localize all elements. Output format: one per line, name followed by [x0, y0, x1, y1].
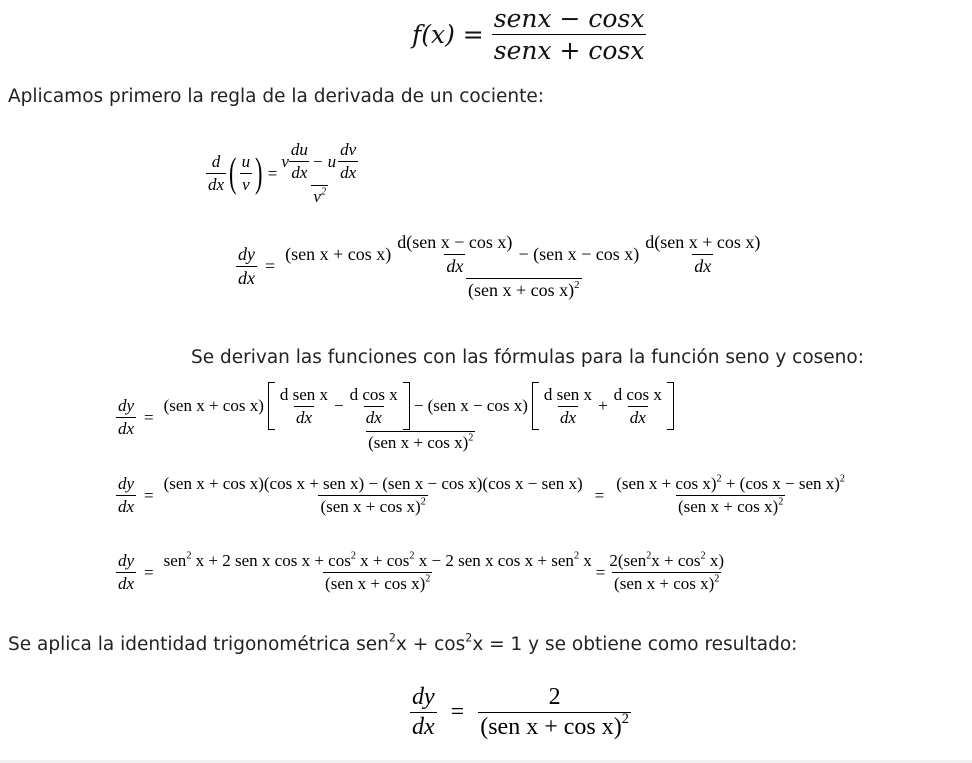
u-v-fraction: [240, 152, 253, 195]
dx-denominator: dx: [238, 268, 255, 288]
step3-den-text: (sen x + cos x): [320, 497, 421, 516]
squared: 2: [186, 550, 192, 562]
d-dx-fraction: [206, 152, 226, 195]
dsen-numerator: d sen x: [279, 384, 329, 404]
num-c: x + cos: [355, 551, 410, 570]
step3-numerator-2: [614, 474, 847, 495]
dy-dx-fraction: [116, 396, 136, 439]
num2-a: 2(sen: [609, 551, 647, 570]
result-den-text: (sen x + cos x): [480, 714, 622, 740]
result-denominator: [478, 712, 631, 741]
d-numerator-1: d(sen x − cos x): [397, 232, 513, 252]
step4-numerator: [162, 551, 594, 572]
num-e: x: [579, 551, 592, 570]
step4-den-text: (sen x + cos x): [325, 574, 426, 593]
title-numerator: senx − cosx: [493, 4, 645, 33]
equals-sign-2: =: [594, 485, 605, 505]
du-numerator: du: [290, 140, 308, 159]
dcos-fraction-2: [612, 385, 664, 428]
d-fraction-1: [395, 232, 514, 277]
paragraph-derive-functions: Se derivan las funciones con las fórmulas para la función seno y coseno:: [191, 347, 864, 368]
step1-denominator: [466, 278, 582, 301]
quotient-result-fraction: [279, 140, 360, 207]
derivative-step-3: [116, 474, 847, 517]
equals-sign: =: [450, 699, 465, 725]
derivative-step-2: [116, 382, 680, 453]
squared-4: 2: [573, 550, 580, 562]
v-denominator: v: [242, 175, 250, 194]
bracket-left-2: [532, 382, 539, 430]
dy-dx-fraction: [116, 474, 136, 517]
equals-sign: =: [267, 163, 278, 183]
dsen-numerator-2: d sen x: [543, 384, 593, 404]
squared-2: 2: [839, 473, 845, 485]
term-a: (sen x + cos x): [163, 396, 264, 415]
title-denominator: senx + cosx: [493, 36, 645, 65]
dy-dx-fraction: [116, 551, 136, 594]
step4-fraction-2: [607, 551, 726, 594]
quotient-rule-formula: [206, 140, 360, 207]
quotient-numerator: [279, 140, 360, 185]
step2-numerator: [162, 382, 680, 431]
squared: 2: [646, 550, 652, 562]
dy-numerator: dy: [118, 396, 135, 415]
squared: 2: [388, 631, 396, 645]
v-factor: v: [281, 151, 289, 171]
dcos-denominator: dx: [365, 407, 382, 427]
squared: 2: [320, 186, 327, 198]
step1-den-text: (sen x + cos x): [467, 280, 575, 300]
d-denominator-1: dx: [446, 256, 464, 276]
result-numerator: 2: [548, 684, 561, 710]
text3-part-b: x + cos: [395, 634, 466, 655]
dx-denominator: dx: [118, 574, 135, 593]
equals-sign: =: [144, 485, 154, 505]
dv-dx-fraction: [338, 140, 358, 183]
dcos-numerator-2: d cos x: [613, 384, 662, 404]
step1-numerator: [283, 232, 764, 278]
term-a: (sen x + cos x): [285, 244, 392, 264]
squared: 2: [621, 711, 629, 728]
title-lhs: f(x) =: [412, 20, 484, 49]
step2-fraction: [162, 382, 680, 453]
dv-numerator: dv: [340, 140, 357, 159]
plus-sign: +: [598, 396, 608, 415]
dv-dx-denominator: dx: [340, 163, 357, 182]
d-fraction-2: [643, 232, 762, 277]
step3-numerator: (sen x + cos x)(cos x + sen x) − (sen x − cos x)(cos x − sen x): [163, 474, 583, 493]
squared-2: 2: [465, 631, 473, 645]
dx-denominator: dx: [118, 419, 135, 438]
dcos-numerator: d cos x: [349, 384, 398, 404]
equals-sign: =: [265, 256, 276, 276]
num2-part-b: + (cos x − sen x): [721, 474, 840, 493]
num2-b: x + cos: [651, 551, 701, 570]
num2-part-a: (sen x + cos x): [616, 474, 717, 493]
term-mid: − (sen x − cos x): [413, 396, 528, 415]
term-minus: − (sen x − cos x): [518, 244, 640, 264]
result-formula: [410, 684, 631, 741]
step3-fraction-2: [614, 474, 847, 517]
dx-denominator: dx: [208, 175, 225, 194]
squared-2: 2: [350, 550, 356, 562]
text3-part-c: x = 1 y se obtiene como resultado:: [472, 634, 798, 655]
derivative-step-4: [116, 551, 726, 594]
bracket-left: [268, 382, 275, 430]
num2-c: x): [705, 551, 725, 570]
step3-denominator-2: [676, 495, 785, 517]
derivative-step-1: [236, 232, 764, 301]
step4-denominator: [323, 572, 432, 594]
step4-denominator-2: [612, 572, 721, 594]
dcos-fraction: [348, 385, 400, 428]
paren-left: (: [229, 150, 237, 196]
paragraph-identity: [8, 631, 798, 655]
dy-numerator: dy: [118, 474, 135, 493]
dx-denominator: dx: [118, 497, 135, 516]
step3-denominator: [318, 495, 427, 517]
result-fraction: [478, 684, 631, 741]
step4-fraction: [162, 551, 594, 594]
squared-2: 2: [700, 550, 706, 562]
minus-u: − u: [311, 151, 337, 171]
squared: 2: [420, 496, 426, 508]
dx-denominator: dx: [412, 714, 435, 740]
step4-den2-text: (sen x + cos x): [614, 574, 715, 593]
step2-den-text: (sen x + cos x): [368, 433, 469, 452]
du-dx-denominator: dx: [291, 163, 308, 182]
dy-dx-fraction: [236, 244, 257, 289]
squared: 2: [778, 496, 784, 508]
du-dx-fraction: [289, 140, 310, 183]
dcos-denominator-2: dx: [629, 407, 646, 427]
step3-den2-text: (sen x + cos x): [677, 497, 779, 516]
squared: 2: [714, 573, 720, 585]
paren-right: ): [255, 150, 263, 196]
bracket-right-2: [667, 382, 674, 430]
squared: 2: [716, 473, 722, 485]
step2-denominator: [366, 431, 475, 453]
title-fraction: [492, 4, 647, 65]
bracket-right: [403, 382, 410, 430]
dsen-denominator: dx: [295, 407, 312, 427]
equals-sign-2: =: [595, 562, 606, 582]
squared: 2: [468, 432, 474, 444]
paragraph-quotient-rule: Aplicamos primero la regla de la derivada de un cociente:: [8, 86, 544, 107]
dy-numerator: dy: [412, 684, 435, 710]
squared-3: 2: [409, 550, 415, 562]
v-squared-base: v: [313, 187, 321, 206]
num-d: x − 2 sen x cos x + sen: [414, 551, 574, 570]
title-formula: [412, 4, 646, 65]
dsen-denominator-2: dx: [559, 407, 576, 427]
dy-numerator: dy: [238, 244, 255, 264]
equals-sign: =: [144, 407, 154, 427]
d-numerator: d: [211, 152, 221, 171]
u-numerator: u: [241, 152, 251, 171]
step1-fraction: [283, 232, 764, 301]
dy-numerator: dy: [118, 551, 135, 570]
step4-numerator-2: [607, 551, 726, 572]
d-numerator-2: d(sen x + cos x): [645, 232, 761, 252]
d-denominator-2: dx: [694, 256, 712, 276]
squared: 2: [425, 573, 431, 585]
dsen-fraction-2: [542, 385, 594, 428]
minus-sign: −: [334, 396, 344, 415]
num-b: x + 2 sen x cos x + cos: [191, 551, 351, 570]
dy-dx-fraction: [410, 684, 437, 741]
num-a: sen: [163, 551, 187, 570]
quotient-denominator: [311, 185, 328, 207]
step3-fraction: [162, 474, 585, 517]
text3-part-a: Se aplica la identidad trigonométrica sen: [8, 634, 389, 655]
squared: 2: [574, 278, 580, 291]
equals-sign: =: [144, 562, 154, 582]
dsen-fraction: [278, 385, 330, 428]
